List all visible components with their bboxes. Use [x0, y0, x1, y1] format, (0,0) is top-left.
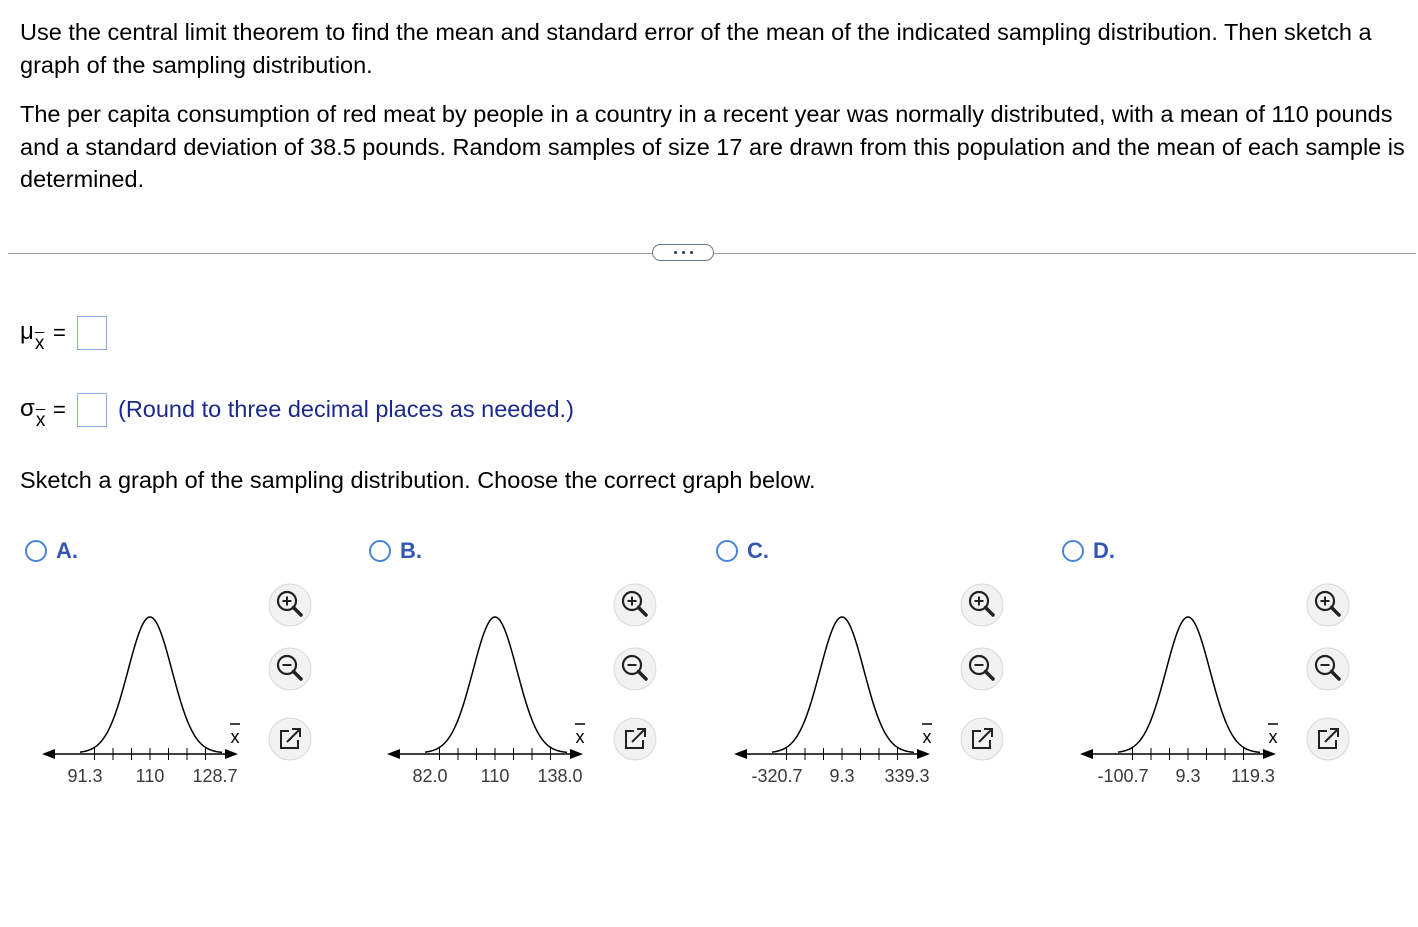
radio-b[interactable]	[369, 540, 391, 562]
mu-equals: =	[53, 320, 66, 345]
option-c-label: C.	[747, 538, 769, 563]
sigma-equals: =	[53, 397, 66, 422]
tick-label: 9.3	[1175, 766, 1201, 786]
bell-curve	[772, 617, 914, 752]
standard-error-input[interactable]	[77, 393, 107, 427]
more-dots-icon[interactable]	[652, 244, 714, 261]
graph-option-b	[385, 600, 595, 800]
tick-label: 128.7	[192, 766, 238, 786]
tick-label: 339.3	[884, 766, 930, 786]
mu-xbar-symbol: $\mu_{\overline{x}}$	[20, 318, 45, 354]
axis-arrow-right	[917, 749, 930, 759]
zoom-in-icon[interactable]	[1305, 582, 1351, 628]
x-bar-label: x	[575, 727, 585, 747]
option-b[interactable]	[369, 538, 422, 564]
graph-option-c	[732, 600, 942, 800]
zoom-in-icon[interactable]	[267, 582, 313, 628]
tick-label: 82.0	[412, 766, 448, 786]
popout-icon[interactable]	[959, 716, 1005, 762]
graph-option-d	[1078, 600, 1288, 800]
option-b-label: B.	[400, 538, 422, 563]
graph-prompt: Sketch a graph of the sampling distribution. Choose the correct graph below.	[20, 467, 816, 493]
tick-label: 110	[480, 766, 510, 786]
zoom-out-icon[interactable]	[959, 646, 1005, 692]
radio-d[interactable]	[1062, 540, 1084, 562]
axis-arrow-left	[734, 749, 747, 759]
option-a[interactable]	[25, 538, 78, 564]
zoom-in-icon[interactable]	[959, 582, 1005, 628]
x-bar-label: x	[922, 727, 932, 747]
axis-arrow-right	[225, 749, 238, 759]
x-bar-label: x	[1268, 727, 1278, 747]
mean-input[interactable]	[77, 316, 107, 350]
bell-curve	[80, 617, 222, 752]
zoom-in-icon[interactable]	[612, 582, 658, 628]
tick-label: 110	[135, 766, 165, 786]
bell-curve	[1118, 617, 1260, 752]
axis-arrow-left	[1080, 749, 1093, 759]
option-d-label: D.	[1093, 538, 1115, 563]
tick-label: 91.3	[67, 766, 103, 786]
tick-label: -100.7	[1097, 766, 1149, 786]
option-c[interactable]	[716, 538, 769, 564]
graph-option-a	[40, 600, 250, 800]
popout-icon[interactable]	[1305, 716, 1351, 762]
sigma-xbar-symbol: $\sigma_{\overline{x}}$	[20, 395, 46, 431]
popout-icon[interactable]	[267, 716, 313, 762]
tick-label: -320.7	[751, 766, 803, 786]
rounding-note: (Round to three decimal places as needed.)	[118, 396, 574, 422]
tick-label: 119.3	[1231, 766, 1275, 786]
instructions-text: Use the central limit theorem to find the mean and standard error of the mean of the indicated sampling distribution. Then sketch a graph of the sampling distribution.	[20, 19, 1372, 78]
axis-arrow-right	[1263, 749, 1276, 759]
option-a-label: A.	[56, 538, 78, 563]
axis-arrow-left	[42, 749, 55, 759]
tick-label: 9.3	[829, 766, 855, 786]
popout-icon[interactable]	[612, 716, 658, 762]
radio-a[interactable]	[25, 540, 47, 562]
radio-c[interactable]	[716, 540, 738, 562]
bell-curve	[425, 617, 567, 752]
x-bar-label: x	[230, 727, 240, 747]
zoom-out-icon[interactable]	[1305, 646, 1351, 692]
axis-arrow-left	[387, 749, 400, 759]
axis-arrow-right	[570, 749, 583, 759]
problem-text: The per capita consumption of red meat by people in a country in a recent year was normally distributed, with a mean of 110 pounds and a standard deviation of 38.5 pounds. Random samples of size 17 are drawn from this population and the mean of each sample is determined.	[20, 101, 1405, 192]
zoom-out-icon[interactable]	[267, 646, 313, 692]
zoom-out-icon[interactable]	[612, 646, 658, 692]
option-d[interactable]	[1062, 538, 1115, 564]
tick-label: 138.0	[537, 766, 583, 786]
